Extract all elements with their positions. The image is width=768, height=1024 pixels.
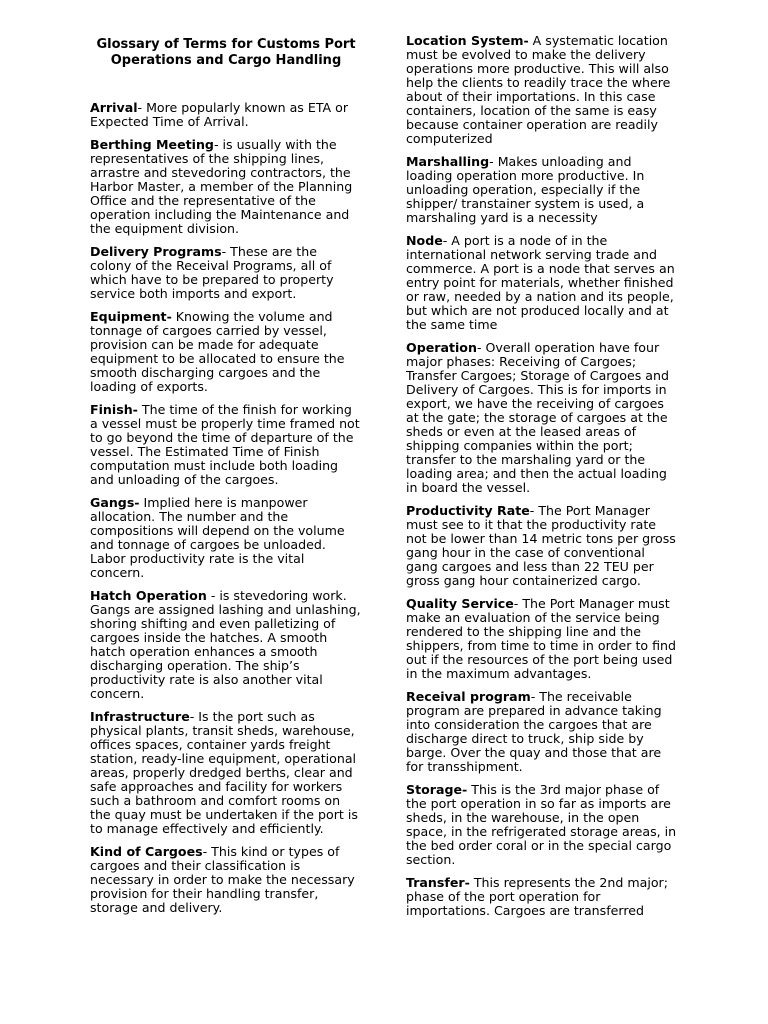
glossary-entry-operation	[406, 341, 678, 495]
definition: - Is the port such as physical plants, transit sheds, warehouse, offices spaces, container yards freight station, ready-line equipment, operational areas, properly dredged berths, clear and safe approaches and facility for workers such a bathroom and comfort rooms on the quay must be undertaken if the port is to manage effectively and efficiently.	[90, 709, 358, 836]
term: Equipment-	[90, 309, 172, 324]
glossary-entry-storage	[406, 783, 678, 867]
term: Marshalling	[406, 154, 490, 169]
glossary-entry-gangs	[90, 496, 362, 580]
definition: - The Port Manager must make an evaluation of the service being rendered to the shipping line and the shippers, from time to time in order to find out if the resources of the port being used in the maximum advantages.	[406, 596, 677, 681]
glossary-entry-berthing-meeting	[90, 138, 362, 236]
term: Arrival	[90, 100, 138, 115]
definition: - is stevedoring work. Gangs are assigned lashing and unlashing, shoring shifting and even palletizing of cargoes inside the hatches. A smooth hatch operation enhances a smooth discharging operation. The ship’s productivity rate is also another vital concern.	[90, 588, 361, 701]
definition: - Makes unloading and loading operation more productive. In unloading operation, especially if the shipper/ transtainer system is used, a marshaling yard is a necessity	[406, 154, 645, 225]
definition: A systematic location must be evolved to make the delivery operations more productive. This will also help the clients to readily trace the where about of their importations. In this case containers, location of the same is easy because container operation are readily computerized	[406, 33, 671, 146]
glossary-entry-infrastructure	[90, 710, 362, 836]
glossary-entry-receival-program	[406, 690, 678, 774]
term: Infrastructure	[90, 709, 190, 724]
term: Gangs-	[90, 495, 140, 510]
glossary-entry-marshalling	[406, 155, 678, 225]
glossary-entry-transfer	[406, 876, 678, 918]
term: Berthing Meeting	[90, 137, 214, 152]
definition: - These are the colony of the Receival Programs, all of which have to be prepared to property service both imports and export.	[90, 244, 334, 301]
left-column	[90, 34, 362, 924]
definition: - This kind or types of cargoes and their classification is necessary in order to make the necessary provision for their handling transfer, storage and delivery.	[90, 844, 355, 915]
glossary-entry-location-system	[406, 34, 678, 146]
document-title: Glossary of Terms for Customs Port Operations and Cargo Handling	[96, 37, 356, 68]
term: Node	[406, 233, 443, 248]
right-column	[406, 34, 678, 927]
term: Productivity Rate	[406, 503, 530, 518]
definition: The time of the finish for working a vessel must be properly time framed not to go beyond the time of departure of the vessel. The Estimated Time of Finish computation must include both loading and unloading of the cargoes.	[90, 402, 360, 487]
term: Quality Service	[406, 596, 514, 611]
definition: - The receivable program are prepared in advance taking into consideration the cargoes that are discharge direct to truck, ship side by barge. Over the quay and those that are for transshipment.	[406, 689, 662, 774]
definition: - is usually with the representatives of the shipping lines, arrastre and stevedoring contractors, the Harbor Master, a member of the Planning Office and the representative of the operation including the Maintenance and the equipment division.	[90, 137, 353, 236]
definition: Knowing the volume and tonnage of cargoes carried by vessel, provision can be made for adequate equipment to be allocated to ensure the smooth discharging cargoes and the loading of exports.	[90, 309, 345, 394]
term: Location System-	[406, 33, 529, 48]
definition: - Overall operation have four major phases: Receiving of Cargoes; Transfer Cargoes; Storage of Cargoes and Delivery of Cargoes. This is for imports in export, we have the receiving of cargoes at the gate; the storage of cargoes at the sheds or even at the leased areas of shipping companies within the port; transfer to the marshaling yard or the loading area; and then the actual loading in board the vessel.	[406, 340, 669, 495]
definition: - A port is a node of in the international network serving trade and commerce. A port is a node that serves an entry point for materials, whether finished or raw, needed by a nation and its people, but which are not produced locally and at the same time	[406, 233, 675, 332]
term: Finish-	[90, 402, 138, 417]
glossary-entry-hatch-operation	[90, 589, 362, 701]
term: Delivery Programs	[90, 244, 222, 259]
term: Kind of Cargoes	[90, 844, 203, 859]
glossary-entry-quality-service	[406, 597, 678, 681]
glossary-entry-node	[406, 234, 678, 332]
definition: Implied here is manpower allocation. The number and the compositions will depend on the volume and tonnage of cargoes be unloaded. Labor productivity rate is the vital concern.	[90, 495, 345, 580]
term: Transfer-	[406, 875, 470, 890]
definition: This is the 3rd major phase of the port operation in so far as imports are sheds, in the warehouse, in the open space, in the refrigerated storage areas, in the bed order coral or in the special cargo section.	[406, 782, 677, 867]
glossary-entry-kind-of-cargoes	[90, 845, 362, 915]
glossary-entry-delivery-programs	[90, 245, 362, 301]
definition: - The Port Manager must see to it that the productivity rate not be lower than 14 metric tons per gross gang hour in the case of conventional gang cargoes and less than 22 TEU per gross gang hour containerized cargo.	[406, 503, 676, 588]
term: Hatch Operation	[90, 588, 207, 603]
definition: This represents the 2nd major; phase of the port operation for importations. Cargoes are transferred	[406, 875, 668, 918]
term: Operation	[406, 340, 477, 355]
glossary-entry-equipment	[90, 310, 362, 394]
glossary-entry-finish	[90, 403, 362, 487]
glossary-entry-productivity-rate	[406, 504, 678, 588]
term: Storage-	[406, 782, 468, 797]
glossary-entry-arrival	[90, 101, 362, 129]
term: Receival program	[406, 689, 531, 704]
definition: - More popularly known as ETA or Expected Time of Arrival.	[90, 100, 349, 129]
